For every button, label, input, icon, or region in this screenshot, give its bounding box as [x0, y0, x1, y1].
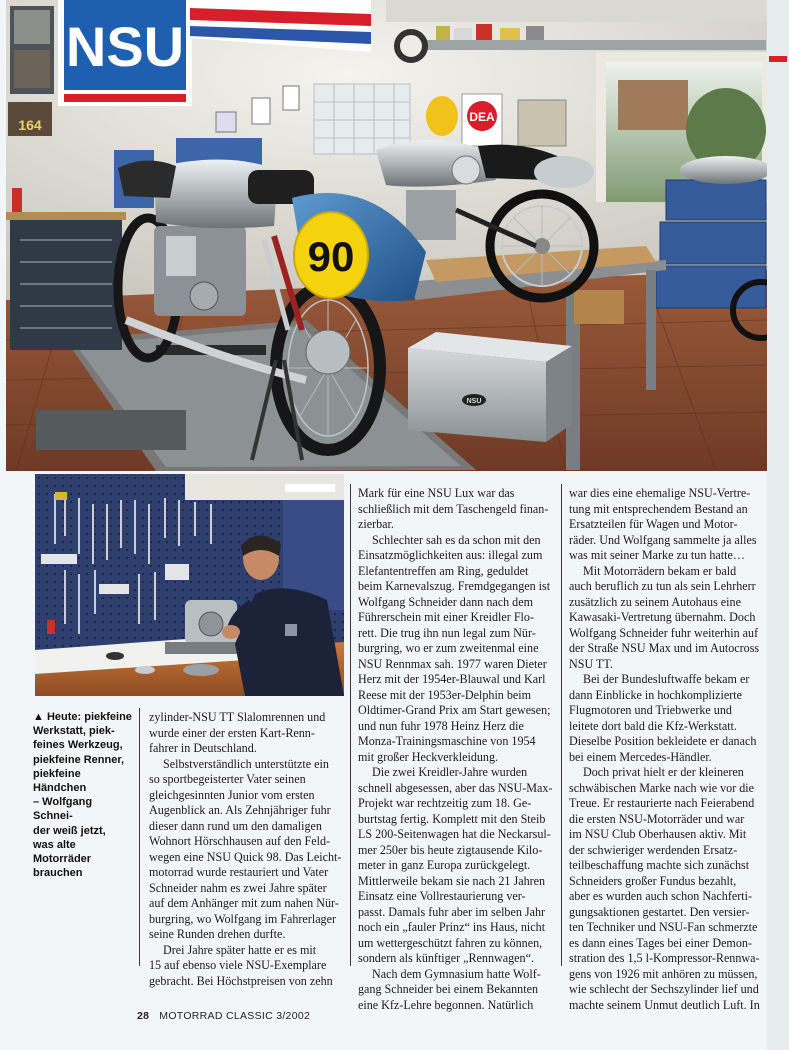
mechanic-photo: [35, 474, 344, 696]
red-page-tab: [769, 56, 787, 62]
text-column-1: [149, 710, 345, 989]
svg-text:NSU: NSU: [466, 398, 482, 405]
page-number: 28: [137, 1010, 150, 1022]
paragraph: Mark für eine NSU Lux war das schließlich mit dem Taschengeld finan- zierbar.: [358, 486, 549, 531]
dea-sign: [462, 94, 502, 146]
page-footer: [137, 1010, 310, 1022]
race-number: 90: [307, 233, 355, 280]
paragraph: Doch privat hielt er der kleineren schwäbischen Marke nach wie vor die Treue. Er restaurierte nach Feierabend die ersten NSU-Motorräder und war im NSU Club Oberhausen aktiv. Mit der schwieriger werdenden Ersatz- teilbeschaffung machte sich zunächst Schneiders großer Fundus bezahlt, aber es wurden auch schon Nachferti- gungsaktionen gestartet. Den versier- ten Techniker und NSU-Fan schmerzte es dann eines Tages bei einer Demon- stration des 1,5 l-Kompressor-Rennwa- gens von 1926 mit anhören zu müssen, wie schlecht der Sechszylinder lief und machte seinem Unmut deutlich Luft. In: [569, 765, 760, 1012]
paragraph: Mit Motorrädern bekam er bald auch beruflich zu tun als sein Lehrherr zusätzlich zu seinem Autohaus eine Kawasaki-Vertretung übernahm. Doch Wolfgang Schneider fuhr weiterhin auf der Straße NSU Max und im Autocross NSU TT.: [569, 563, 760, 671]
page-edge: [767, 0, 789, 1050]
text-column-3: [569, 486, 769, 1013]
svg-text:DEA: DEA: [469, 110, 495, 124]
paragraph: Drei Jahre später hatte er es mit 15 auf ebenso viele NSU-Exemplare gebracht. Bei Höchstpreisen von zehn: [149, 942, 333, 988]
paragraph: zylinder-NSU TT Slalomrennen und wurde einer der ersten Kart-Renn- fahrer in Deutschland.: [149, 710, 326, 755]
paragraph: Die zwei Kreidler-Jahre wurden schnell abgesessen, aber das NSU-Max- Projekt war rechtzeitig zum 18. Ge- burtstag fertig. Komplett mit den Steib LS 200-Seitenwagen hat die Neckarsul- mer 250er bis heute zigtausende Kilo- meter in ganz Europa zurückgelegt. Mittlerweile bekam sie nach 21 Jahren Einsatz eine Vollrestaurierung ver- passt. Damals fuhr aber im selben Jahr noch ein „fauler Prinz“ ins Haus, nicht um wettergeschützt fahren zu können, sondern als künftiger „Rennwagen“.: [358, 765, 553, 965]
nsu-sign-text: NSU: [65, 15, 185, 78]
workshop-photo: [6, 0, 767, 471]
column-rule: [139, 708, 140, 966]
aluminum-box: [408, 332, 572, 442]
paragraph: Bei der Bundesluftwaffe bekam er dann Einblicke in hochkomplizierte Flugmotoren und Triebwerke und leitete dort bald die Kfz-Werkstatt. Dieselbe Position bekleidete er danach bei einem Mercedes-Händler.: [569, 672, 757, 764]
caption-text: piekfeine Werkstatt, piek- feines Werkzeug, piekfeine Renner, piekfeine Händchen – Wolfgang Schnei- der weiß jetzt, was alte Motorräder brauchen: [33, 711, 132, 880]
text-column-2: [358, 486, 556, 1013]
magazine-issue: MOTORRAD CLASSIC 3/2002: [159, 1010, 311, 1022]
paragraph: war dies eine ehemalige NSU-Vertre- tung mit entsprechendem Bestand an Ersatzteilen für Wagen und Motor- räder. Und Wolfgang sammelte ja alles was mit seiner Marke zu tun hatte…: [569, 486, 757, 562]
column-rule: [561, 484, 562, 966]
photo-caption: [33, 710, 133, 880]
paragraph: Nach dem Gymnasium hatte Wolf- gang Schneider bei einem Bekannten eine Kfz-Lehre begonnen. Natürlich: [358, 966, 541, 1012]
caption-lead: ▲ Heute:: [33, 711, 85, 723]
column-rule: [350, 484, 351, 966]
glass-block-window: [314, 84, 410, 154]
poster-number: 164: [18, 117, 42, 133]
paragraph: Schlechter sah es da schon mit den Einsatzmöglichkeiten aus: illegal zum Elefantentreffen am Ring, geduldet beim Karnevalszug. Fremdgegangen ist Wolfgang Schneider dann nach dem Führerschein mit einer Kreidler Flo- rett. Die trug ihn nun legal zum Nür- burgring, wo er zum zweitenmal eine NSU Rennmax sah. 1977 waren Dieter Herz mit der 1954er-Blauwal und Karl Reese mit der 1953er-Delphin beim Oldtimer-Grand Prix am Start gewesen; und nun fuhr 1978 Heinz Herz die Monza-Trainingsmaschine von 1954 mit großer Heckverkleidung.: [358, 532, 551, 764]
paragraph: Selbstverständlich unterstützte ein so sportbegeisterter Vater seinen gleichgesinnten Junior vom ersten Augenblick an. Als Zehnjähriger fuhr dieser dann rund um den damaligen Wohnort Hörschhausen auf den Feld- wegen eine NSU Quick 98. Das Leicht- motorrad wurde restauriert und Vater Schneider nahm es zwei Jahre später auf dem Anhänger mit zum nahen Nür- burgring, wo Wolfgang im Fahrerlager seine Runden drehen durfte.: [149, 756, 342, 941]
nsu-sign: [58, 0, 192, 106]
